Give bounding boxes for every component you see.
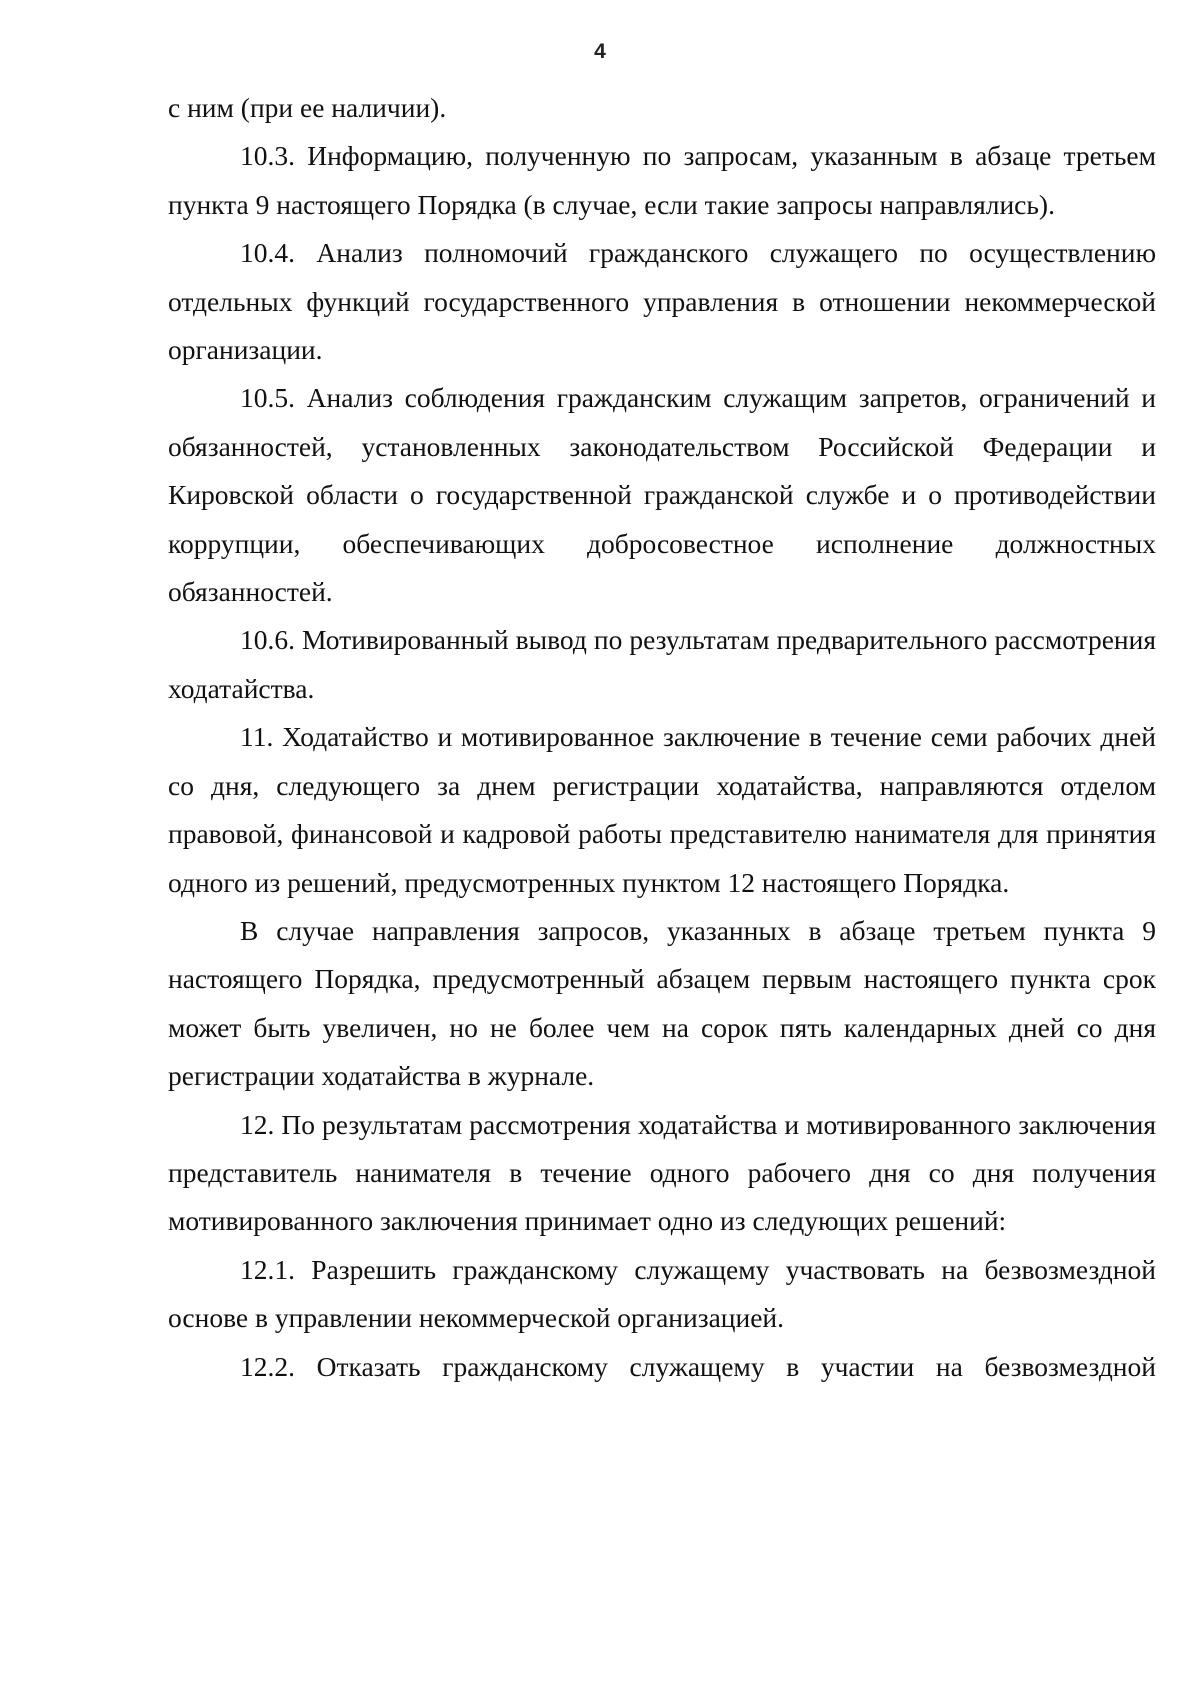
page-number: 4 (594, 40, 606, 63)
paragraph-11: 11. Ходатайство и мотивированное заключение в течение семи рабочих дней со дня, следующего за днем регистрации ходатайства, направляются отделом правовой, финансовой и кадровой работы представителю нанимателя для принятия одного из решений, предусмотренных пунктом 12 настоящего Порядка. (168, 721, 1156, 898)
document-body (168, 84, 1156, 1391)
paragraph-10-6: 10.6. Мотивированный вывод по результатам предварительного рассмотрения ходатайства. (168, 624, 1156, 704)
paragraph-continuation: с ним (при ее наличии). (168, 92, 447, 123)
paragraph-10-5: 10.5. Анализ соблюдения гражданским служащим запретов, ограничений и обязанностей, установленных законодательством Российской Федерации и Кировской области о государственной гражданской службе и о противодействии коррупции, обеспечивающих добросовестное исполнение должностных обязанностей. (168, 382, 1156, 608)
paragraph-12-2: 12.2. Отказать гражданскому служащему в участии на безвозмездной (240, 1350, 1156, 1382)
paragraph-10-3: 10.3. Информацию, полученную по запросам, указанным в абзаце третьем пункта 9 настоящего Порядка (в случае, если такие запросы направлялись). (168, 140, 1156, 220)
paragraph-10-4: 10.4. Анализ полномочий гражданского служащего по осуществлению отдельных функций государственного управления в отношении некоммерческой организации. (168, 237, 1156, 366)
paragraph-11-second: В случае направления запросов, указанных в абзаце третьем пункта 9 настоящего Порядка, предусмотренный абзацем первым настоящего пункта срок может быть увеличен, но не более чем на сорок пять календарных дней со дня регистрации ходатайства в журнале. (168, 914, 1156, 1092)
paragraph-12-1: 12.1. Разрешить гражданскому служащему участвовать на безвозмездной основе в управлении некоммерческой организацией. (168, 1253, 1156, 1334)
paragraph-12: 12. По результатам рассмотрения ходатайства и мотивированного заключения представитель нанимателя в течение одного рабочего дня со дня получения мотивированного заключения принимает одно из следующих решений: (168, 1108, 1156, 1237)
